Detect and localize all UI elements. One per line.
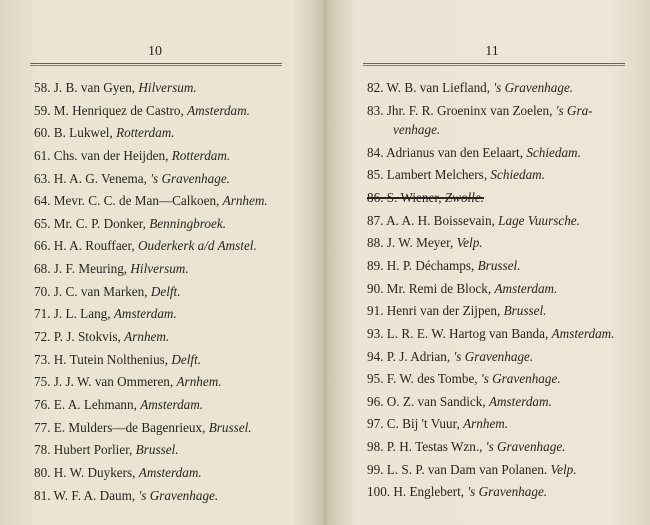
list-entry <box>367 392 650 412</box>
list-entry <box>367 347 650 367</box>
entry-number: 71. <box>34 306 51 322</box>
entry-text <box>367 303 546 318</box>
entry-text <box>34 103 250 118</box>
list-entry <box>367 101 650 140</box>
member-name: H. Tutein Nolthenius, <box>53 351 169 367</box>
member-place: Amsterdam. <box>494 280 558 296</box>
member-name: M. Henriquez de Castro, <box>53 102 184 118</box>
entry-number: 83. <box>367 102 384 118</box>
entry-text <box>367 145 581 160</box>
entry-text <box>34 488 218 503</box>
member-name: P. J. Adrian, <box>386 348 451 364</box>
list-entry <box>34 236 319 256</box>
entry-number: 70. <box>34 283 51 299</box>
entry-text <box>367 326 615 341</box>
member-name: H. Englebert, <box>393 484 465 500</box>
entry-text <box>367 462 577 477</box>
member-place: Rotterdam. <box>116 125 175 141</box>
member-place: Brussel. <box>208 419 252 435</box>
list-entry <box>367 143 650 163</box>
member-list <box>367 78 650 505</box>
member-place: Ouderkerk a/d Amstel. <box>137 238 257 254</box>
entry-text <box>367 167 545 182</box>
list-entry <box>34 146 319 166</box>
entry-number: 76. <box>34 396 51 412</box>
entry-text <box>34 171 230 186</box>
header-rule <box>30 63 282 66</box>
member-name: J. W. Meyer, <box>386 235 454 251</box>
member-place: Rotterdam. <box>171 147 231 163</box>
member-place: 's Gravenhage. <box>493 80 574 95</box>
entry-number: 58. <box>34 80 51 95</box>
member-name: B. Lukwel, <box>53 125 113 141</box>
entry-number: 97. <box>367 416 384 432</box>
entry-number: 80. <box>34 464 51 480</box>
entry-text <box>367 394 552 409</box>
member-place: 's Gravenhage. <box>467 484 548 500</box>
member-place: Amsterdam. <box>140 396 204 412</box>
member-name: Henri van der Zijpen, <box>386 303 501 319</box>
member-place: 's Gravenhage. <box>485 439 566 455</box>
list-entry <box>34 486 319 506</box>
member-name: J. C. van Marken, <box>53 283 148 299</box>
member-place: Brussel. <box>477 257 521 273</box>
entry-text <box>34 374 222 389</box>
entry-number: 81. <box>34 487 51 503</box>
member-place-continuation: venhage. <box>393 122 441 138</box>
entry-number: 66. <box>34 238 51 254</box>
member-name: F. W. des Tombe, <box>386 371 478 387</box>
entry-number: 75. <box>34 374 51 390</box>
member-place: Schiedam. <box>526 144 581 160</box>
entry-text <box>34 193 268 208</box>
member-place: Zwolle. <box>444 190 485 206</box>
list-entry <box>34 372 319 392</box>
list-entry <box>34 395 319 415</box>
list-entry <box>34 463 319 483</box>
right-page <box>325 0 650 525</box>
entry-text <box>367 371 561 386</box>
entry-number: 72. <box>34 329 51 345</box>
entry-text <box>34 238 257 253</box>
member-name: Mr. Remi de Block, <box>386 280 492 296</box>
header-rule <box>363 63 625 66</box>
member-place: 's Gravenhage. <box>150 170 230 186</box>
entry-text <box>367 190 484 205</box>
entry-number: 63. <box>34 170 51 186</box>
entry-text <box>34 125 175 140</box>
list-entry <box>367 165 650 185</box>
member-name: C. Bij 't Vuur, <box>386 416 460 432</box>
member-place: Amsterdam. <box>113 306 177 322</box>
member-place: Lage Vuursche. <box>498 212 580 228</box>
member-name: Mevr. C. C. de Man—Calkoen, <box>53 193 220 209</box>
member-name: S. Wiener, <box>386 190 442 206</box>
entry-number: 88. <box>367 235 384 251</box>
member-name: H. A. G. Venema, <box>53 170 147 186</box>
list-entry <box>367 188 650 208</box>
entry-number: 90. <box>367 280 384 296</box>
entry-number: 60. <box>34 125 51 141</box>
member-name: L. R. E. W. Hartog van Banda, <box>386 325 549 341</box>
member-name: H. P. Déchamps, <box>386 257 475 273</box>
entry-text <box>34 329 169 344</box>
list-entry <box>367 437 650 457</box>
member-place: Arnhem. <box>176 374 222 390</box>
entry-text <box>367 349 533 364</box>
member-name: Jhr. F. R. Groeninx van Zoelen, <box>386 102 553 118</box>
member-name: J. F. Meuring, <box>53 261 128 277</box>
entry-number: 85. <box>367 167 384 183</box>
entry-number: 87. <box>367 212 384 228</box>
entry-number: 84. <box>367 144 384 160</box>
member-place: Arnhem. <box>124 329 170 345</box>
list-entry <box>34 78 319 98</box>
entry-number: 61. <box>34 147 51 163</box>
entry-text <box>34 261 189 276</box>
entry-number: 95. <box>367 371 384 387</box>
entry-text <box>34 306 177 321</box>
list-entry <box>367 279 650 299</box>
entry-number: 77. <box>34 419 51 435</box>
member-name: J. B. van Gyen, <box>53 80 136 95</box>
member-place: Brussel. <box>135 442 179 458</box>
member-place: Amsterdam. <box>488 393 552 409</box>
entry-text <box>34 397 203 412</box>
entry-text <box>34 420 252 435</box>
member-name: Lambert Melchers, <box>386 167 488 183</box>
entry-number: 89. <box>367 257 384 273</box>
member-name: Mr. C. P. Donker, <box>53 215 146 231</box>
member-place: Delft. <box>171 351 202 367</box>
member-name: H. A. Rouffaer, <box>53 238 135 254</box>
member-place: 's Gravenhage. <box>480 371 561 387</box>
member-name: W. B. van Liefland, <box>386 80 491 95</box>
member-place: Schiedam. <box>490 167 545 183</box>
member-place: Velp. <box>456 235 483 251</box>
entry-text <box>367 80 573 95</box>
list-entry <box>34 259 319 279</box>
list-entry <box>34 282 319 302</box>
entry-number: 86. <box>367 190 384 206</box>
member-name: E. Mulders—de Bagenrieux, <box>53 419 206 435</box>
list-entry <box>367 301 650 321</box>
entry-number: 65. <box>34 215 51 231</box>
list-entry <box>34 169 319 189</box>
list-entry <box>34 350 319 370</box>
list-entry <box>34 191 319 211</box>
entry-number: 78. <box>34 442 51 458</box>
member-name: E. A. Lehmann, <box>53 396 137 412</box>
entry-number: 82. <box>367 80 384 95</box>
list-entry <box>367 414 650 434</box>
member-name: Adrianus van den Eelaart, <box>386 144 524 160</box>
entry-text <box>367 103 593 118</box>
entry-text <box>34 352 201 367</box>
list-entry <box>34 214 319 234</box>
entry-number: 94. <box>367 348 384 364</box>
member-list <box>34 78 319 508</box>
member-place: Brussel. <box>503 303 547 319</box>
entry-number: 99. <box>367 461 384 477</box>
list-entry <box>367 211 650 231</box>
list-entry <box>367 324 650 344</box>
list-entry <box>367 78 650 98</box>
member-place: Velp. <box>550 461 577 477</box>
member-place: Hilversum. <box>130 261 189 277</box>
entry-text <box>34 80 197 95</box>
entry-text <box>367 258 520 273</box>
member-place: 's Gravenhage. <box>453 348 534 364</box>
list-entry <box>367 482 650 502</box>
list-entry <box>34 101 319 121</box>
member-name: W. F. A. Daum, <box>53 487 136 503</box>
member-place: Benningbroek. <box>149 215 227 231</box>
member-name: H. W. Duykers, <box>53 464 136 480</box>
member-place: Amsterdam. <box>138 464 202 480</box>
entry-number: 100. <box>367 484 391 500</box>
member-name: J. J. W. van Ommeren, <box>53 374 174 390</box>
member-name: O. Z. van Sandick, <box>386 393 486 409</box>
list-entry <box>367 256 650 276</box>
member-place: Arnhem. <box>463 416 509 432</box>
member-name: L. S. P. van Dam van Polanen. <box>386 461 548 477</box>
member-place: Amsterdam. <box>551 325 615 341</box>
entry-number: 64. <box>34 193 51 209</box>
member-place: Amsterdam. <box>187 102 250 118</box>
entry-text <box>367 484 547 499</box>
member-place: 's Gra- <box>555 102 593 118</box>
list-entry <box>367 460 650 480</box>
list-entry <box>367 233 650 253</box>
entry-text <box>367 235 483 250</box>
entry-number: 73. <box>34 351 51 367</box>
entry-text <box>367 213 580 228</box>
list-entry <box>34 440 319 460</box>
page-number: 11 <box>485 44 499 59</box>
list-entry <box>34 418 319 438</box>
entry-number: 93. <box>367 325 384 341</box>
entry-text <box>34 442 179 457</box>
member-place: Arnhem. <box>222 193 268 209</box>
member-name: P. H. Testas Wzn., <box>386 439 483 455</box>
entry-number: 59. <box>34 102 51 118</box>
entry-text <box>34 148 230 163</box>
entry-number: 98. <box>367 439 384 455</box>
entry-text <box>34 284 181 299</box>
entry-text <box>367 439 565 454</box>
entry-text <box>367 416 508 431</box>
page-number: 10 <box>148 44 162 59</box>
entry-number: 68. <box>34 261 51 277</box>
list-entry <box>34 123 319 143</box>
member-name: P. J. Stokvis, <box>53 329 121 345</box>
entry-number: 91. <box>367 303 384 319</box>
list-entry <box>34 304 319 324</box>
member-name: Hubert Porlier, <box>53 442 133 458</box>
member-name: Chs. van der Heijden, <box>53 147 169 163</box>
entry-number: 96. <box>367 393 384 409</box>
member-name: J. L. Lang, <box>53 306 111 322</box>
member-place: 's Gravenhage. <box>138 487 219 503</box>
list-entry <box>367 369 650 389</box>
entry-text <box>34 465 202 480</box>
entry-text <box>367 281 557 296</box>
member-name: A. A. H. Boissevain, <box>386 212 495 228</box>
list-entry <box>34 327 319 347</box>
member-place: Hilversum. <box>138 80 197 95</box>
entry-text <box>34 216 226 231</box>
member-place: Delft. <box>150 283 181 299</box>
